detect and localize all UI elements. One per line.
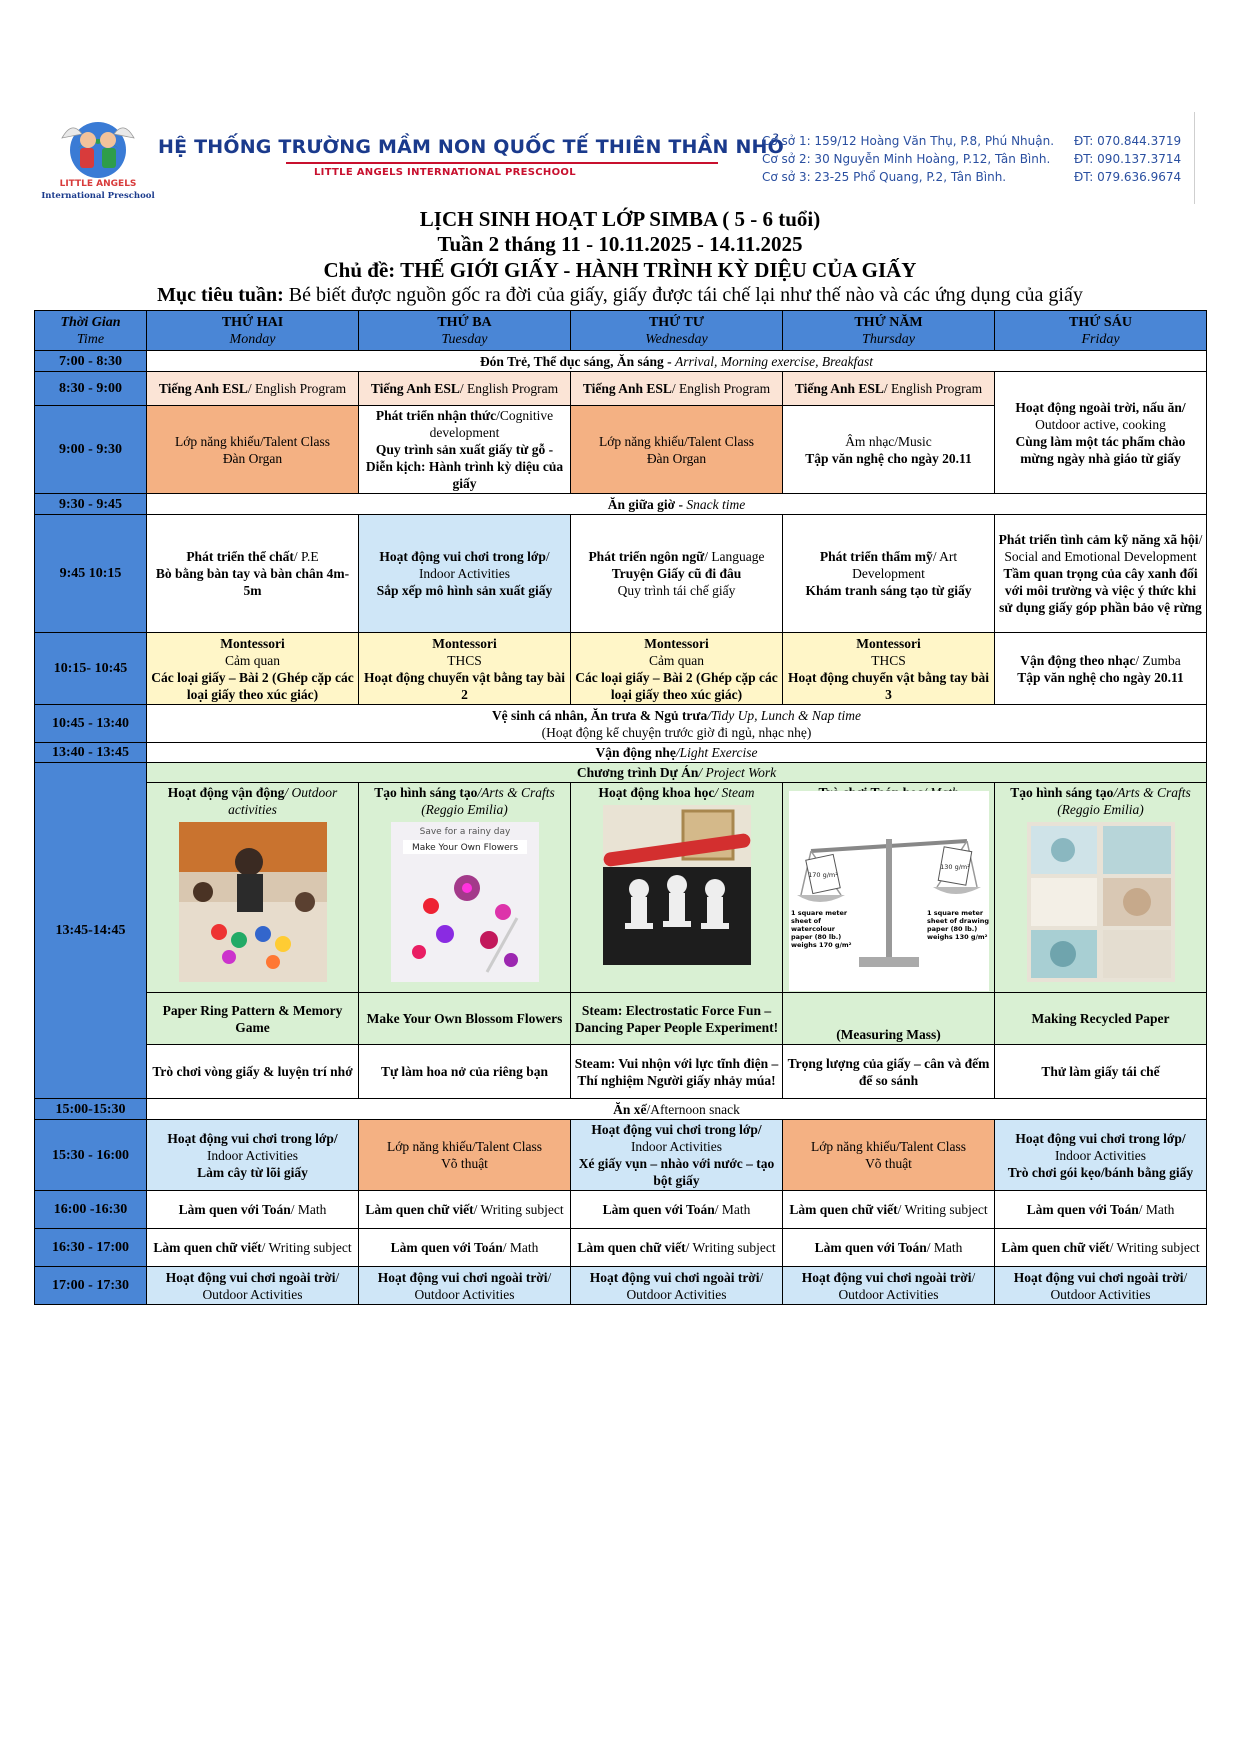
- activity-title: Lớp năng khiếu/Talent Class: [810, 1139, 967, 1154]
- activity-title: Vận động theo nhạc: [1020, 652, 1136, 668]
- program-en: / Project Work: [698, 765, 777, 780]
- activity-title: Làm quen chữ viết: [153, 1240, 262, 1255]
- campus-address: Cơ sở 2: 30 Nguyễn Minh Hoàng, P.12, Tân Bình.: [762, 152, 1051, 166]
- activity-cell: [571, 1120, 783, 1191]
- activity-sub: / Outdoor Activities: [202, 1269, 340, 1302]
- campus-address: Cơ sở 1: 159/12 Hoàng Văn Thụ, P.8, Phú Nhuận.: [762, 134, 1055, 148]
- time-cell: 16:00 -16:30: [35, 1191, 147, 1229]
- time-cell: 13:45-14:45: [35, 763, 147, 1099]
- activity-title: Lớp năng khiếu/Talent Class: [174, 433, 331, 449]
- activity-title: Làm quen với Toán: [390, 1240, 503, 1255]
- table-row: [35, 515, 1207, 633]
- activity-en: Snack time: [686, 496, 746, 512]
- day-name-en: Thursday: [862, 331, 915, 347]
- project-en: Making Recycled Paper: [995, 993, 1207, 1045]
- activity-sub: / Writing subject: [1109, 1240, 1200, 1255]
- project-vi: Trọng lượng của giấy – cân và đếm để so sánh: [783, 1045, 995, 1099]
- campus-row: [762, 168, 1181, 186]
- table-row: [35, 1120, 1207, 1191]
- activity-sub: / Social and Emotional Development: [1004, 532, 1203, 564]
- activity-detail: Khám tranh sáng tạo từ giấy: [805, 583, 972, 598]
- activity-sub: / Writing subject: [473, 1202, 564, 1217]
- activity-sub: Indoor Activities: [418, 566, 511, 581]
- activity-en: /Tidy Up, Lunch & Nap time: [707, 707, 862, 723]
- activity-title: Hoạt động vui chơi ngoài trời: [1013, 1269, 1184, 1285]
- activity-title: Làm quen chữ viết: [789, 1202, 898, 1217]
- activity-detail: Tập văn nghệ cho ngày 20.11: [1017, 669, 1184, 685]
- activity-title: Làm quen với Toán: [1026, 1202, 1139, 1217]
- activity-cell: [571, 1267, 783, 1305]
- time-cell: 17:00 - 17:30: [35, 1267, 147, 1305]
- blossom-flowers-photo: [391, 822, 539, 982]
- activity-cell: [783, 633, 995, 705]
- page-header: [0, 0, 1240, 210]
- activity-detail: Trò chơi gói kẹo/bánh bằng giấy: [1007, 1164, 1194, 1180]
- table-row: [35, 993, 1207, 1045]
- activity-title: Hoạt động vui chơi ngoài trời: [165, 1269, 336, 1285]
- activity-sub: Cảm quan: [224, 652, 281, 668]
- day-name-en: Friday: [1081, 331, 1120, 347]
- day-name: THỨ TƯ: [648, 314, 705, 330]
- activity-cell: [571, 1191, 783, 1229]
- scale-label-right: 130 g/m²: [939, 863, 970, 871]
- activity-title: Hoạt động vui chơi ngoài trời: [589, 1269, 760, 1285]
- project-en: Make Your Own Blossom Flowers: [359, 993, 571, 1045]
- activity-sub: / Outdoor Activities: [838, 1269, 976, 1302]
- activity-sub: Indoor Activities: [630, 1139, 723, 1154]
- campus-row: [762, 132, 1181, 150]
- activity-detail: Quy trình tái chế giấy: [617, 583, 736, 598]
- activity-cell: [359, 1229, 571, 1267]
- activity-cell: [147, 705, 1207, 743]
- time-header-en: Time: [76, 331, 105, 347]
- activity-title: Lớp năng khiếu/Talent Class: [386, 1139, 543, 1154]
- brand-subtitle: LITTLE ANGELS INTERNATIONAL PRESCHOOL: [314, 167, 576, 178]
- goal-label: Mục tiêu tuần:: [157, 284, 284, 306]
- table-header-row: [35, 311, 1207, 351]
- activity-sub: Võ thuật: [865, 1156, 912, 1171]
- project-cell-friday: [995, 783, 1207, 993]
- activity-sub: / Writing subject: [685, 1240, 776, 1255]
- svg-text:LITTLE ANGELS: LITTLE ANGELS: [59, 179, 137, 189]
- activity-sub: / Outdoor Activities: [1050, 1269, 1188, 1302]
- activity-title: Tiếng Anh ESL: [794, 381, 884, 396]
- day-header-monday: [147, 311, 359, 351]
- activity-sub: / English Program: [883, 381, 983, 396]
- activity-cell: [147, 515, 359, 633]
- project-cell-monday: [147, 783, 359, 993]
- goal-text: Bé biết được nguồn gốc ra đời của giấy, giấy được tái chế lại như thế nào và các ứng dụng của giấy: [283, 284, 1083, 306]
- brand-block: [158, 136, 785, 178]
- table-row: [35, 372, 1207, 406]
- project-title: Hoạt động khoa học: [598, 785, 715, 800]
- schedule-titles: [0, 206, 1240, 307]
- program-vi: Chương trình Dự Án: [576, 765, 699, 780]
- scale-caption-right: 1 square meter sheet of drawing paper (80 lb.) weighs 130 g/m²: [926, 909, 989, 941]
- activity-title: Làm quen với Toán: [178, 1202, 291, 1217]
- activity-cell: [147, 1191, 359, 1229]
- activity-sub: / Outdoor Activities: [414, 1269, 552, 1302]
- scale-caption-left: 1 square meter sheet of watercolour paper (80 lb.) weighs 170 g/m²: [790, 909, 852, 949]
- project-en: (Measuring Mass): [783, 993, 995, 1045]
- activity-sub: / Math: [1138, 1202, 1175, 1217]
- activity-title: Âm nhạc: [845, 433, 895, 449]
- activity-sub: THCS: [447, 652, 482, 668]
- activity-cell: [995, 1120, 1207, 1191]
- activity-cell: [783, 1191, 995, 1229]
- activity-sub: / Zumba: [1135, 652, 1181, 668]
- activity-cell: [571, 406, 783, 494]
- activity-title: Làm quen với Toán: [602, 1202, 715, 1217]
- scale-label-left: 170 g/m²: [807, 871, 838, 879]
- activity-cell: [147, 633, 359, 705]
- activity-title: Tiếng Anh ESL: [370, 381, 460, 396]
- activity-detail: Bò bằng bàn tay và bàn chân 4m-5m: [155, 566, 350, 598]
- header-divider: [1194, 112, 1195, 204]
- activity-cell: [359, 633, 571, 705]
- day-name: THỨ HAI: [221, 314, 284, 330]
- activity-sub: / Math: [714, 1202, 751, 1217]
- day-header-thursday: [783, 311, 995, 351]
- day-header-tuesday: [359, 311, 571, 351]
- activity-title: Hoạt động vui chơi ngoài trời: [377, 1269, 548, 1285]
- activity-title: Làm quen chữ viết: [577, 1240, 686, 1255]
- activity-title: Montessori: [856, 635, 921, 651]
- project-vi: Trò chơi vòng giấy & luyện trí nhớ: [147, 1045, 359, 1099]
- activity-cell: [783, 515, 995, 633]
- activity-cell: [995, 372, 1207, 494]
- activity-cell: [783, 1120, 995, 1191]
- day-header-wednesday: [571, 311, 783, 351]
- day-header-friday: [995, 311, 1207, 351]
- activity-sub: / Math: [502, 1240, 539, 1255]
- activity-cell: [147, 1120, 359, 1191]
- project-subtitle: /Arts & Crafts (Reggio Emilia): [1057, 785, 1191, 817]
- time-cell: 15:00-15:30: [35, 1099, 147, 1120]
- activity-cell: [147, 351, 1207, 372]
- activity-cell: [571, 372, 783, 406]
- project-vi: Tự làm hoa nở của riêng bạn: [359, 1045, 571, 1099]
- activity-detail: Truyện Giấy cũ đi đâu: [611, 566, 742, 581]
- activity-cell: [571, 633, 783, 705]
- time-cell: 15:30 - 16:00: [35, 1120, 147, 1191]
- activity-cell: [147, 406, 359, 494]
- campus-address: Cơ sở 3: 23-25 Phổ Quang, P.2, Tân Bình.: [762, 170, 1007, 184]
- activity-sub: Outdoor active, cooking: [1035, 416, 1166, 432]
- activity-cell: [995, 1229, 1207, 1267]
- activity-sub: THCS: [871, 652, 906, 668]
- day-name-en: Wednesday: [645, 331, 708, 347]
- project-vi: Steam: Vui nhộn với lực tĩnh điện – Thí nghiệm Người giấy nhảy múa!: [571, 1045, 783, 1099]
- activity-cell: [995, 633, 1207, 705]
- activity-title: Tiếng Anh ESL: [158, 381, 248, 396]
- activity-title: Hoạt động ngoài trời, nấu ăn/: [1015, 399, 1186, 415]
- activity-detail: Hoạt động chuyển vật bằng tay bài 3: [787, 669, 990, 702]
- activity-en: Arrival, Morning exercise, Breakfast: [674, 353, 874, 369]
- activity-detail: Quy trình sản xuất giấy từ gỗ - Diễn kịch: Hành trình kỳ diệu của giấy: [365, 442, 564, 491]
- kids-playing-photo: [179, 822, 327, 982]
- time-cell: 8:30 - 9:00: [35, 372, 147, 406]
- activity-cell: [571, 1229, 783, 1267]
- project-cell-thursday: [783, 783, 995, 993]
- activity-cell: [147, 1267, 359, 1305]
- activity-cell: [783, 1267, 995, 1305]
- activity-title: Lớp năng khiếu/Talent Class: [598, 433, 755, 449]
- activity-sub: / English Program: [459, 381, 559, 396]
- activity-title: Phát triển thẩm mỹ: [819, 549, 933, 564]
- activity-title: Làm quen với Toán: [814, 1240, 927, 1255]
- table-row: [35, 1045, 1207, 1099]
- activity-cell: [995, 1267, 1207, 1305]
- weekly-goal: [0, 283, 1240, 307]
- table-row: [35, 351, 1207, 372]
- activity-detail: Cùng làm một tác phẩm chào mừng ngày nhà giáo từ giấy: [1015, 433, 1186, 466]
- activity-title: Hoạt động vui chơi trong lớp/: [1015, 1130, 1186, 1146]
- activity-cell: [147, 1099, 1207, 1120]
- activity-cell: [359, 1191, 571, 1229]
- activity-sub: Indoor Activities: [1054, 1147, 1147, 1163]
- day-name: THỨ BA: [437, 314, 492, 330]
- activity-sub: / P.E: [293, 549, 319, 564]
- day-name-en: Monday: [229, 331, 276, 347]
- table-row: [35, 705, 1207, 743]
- activity-title: Phát triển tình cảm kỹ năng xã hội: [998, 532, 1199, 547]
- activity-sub: Đàn Organ: [222, 450, 283, 466]
- week-line: Tuần 2 tháng 11 - 10.11.2025 - 14.11.2025: [437, 232, 803, 256]
- table-row: [35, 1229, 1207, 1267]
- campus-phone: ĐT: 090.137.3714: [1074, 152, 1182, 166]
- table-row: [35, 743, 1207, 763]
- activity-cell: [571, 515, 783, 633]
- activity-title: Hoạt động vui chơi trong lớp/: [167, 1130, 338, 1146]
- activity-cell: [147, 1229, 359, 1267]
- time-cell: 10:45 - 13:40: [35, 705, 147, 743]
- activity-cell: [783, 1229, 995, 1267]
- time-header: [35, 311, 147, 351]
- activity-cell: [147, 494, 1207, 515]
- table-row: [35, 1191, 1207, 1229]
- recycled-paper-photo: [1027, 822, 1175, 982]
- activity-sub: /Cognitive development: [429, 408, 554, 440]
- activity-cell: [359, 406, 571, 494]
- photo-caption: Make Your Own Flowers: [411, 843, 518, 853]
- activity-detail: Xé giấy vụn – nhào với nước – tạo bột giấy: [578, 1156, 775, 1188]
- project-subtitle: / Steam: [714, 785, 755, 800]
- activity-cell: [995, 515, 1207, 633]
- time-cell: 16:30 - 17:00: [35, 1229, 147, 1267]
- dancing-paper-people-photo: [603, 805, 751, 965]
- activity-cell: [783, 372, 995, 406]
- table-row: [35, 763, 1207, 783]
- activity-sub: / Writing subject: [261, 1240, 352, 1255]
- schedule-title: LỊCH SINH HOẠT LỚP SIMBA ( 5 - 6 tuổi): [419, 207, 821, 231]
- school-logo: [41, 110, 155, 202]
- activity-sub: / English Program: [247, 381, 347, 396]
- table-row: [35, 1099, 1207, 1120]
- activity-sub: / English Program: [671, 381, 771, 396]
- activity-title: Làm quen chữ viết: [365, 1202, 474, 1217]
- time-cell: 10:15- 10:45: [35, 633, 147, 705]
- project-title: Hoạt động vận động: [167, 785, 285, 800]
- project-subtitle: /Arts & Crafts (Reggio Emilia): [421, 785, 555, 817]
- day-name-en: Tuesday: [441, 331, 488, 347]
- activity-detail: Tầm quan trọng của cây xanh đối với môi trường và việc ý thức khi sử dụng giấy góp phần bảo vệ rừng: [999, 566, 1202, 615]
- campus-phone: ĐT: 079.636.9674: [1074, 170, 1182, 184]
- activity-sub: Cảm quan: [648, 652, 705, 668]
- schedule-table: [34, 310, 1207, 1305]
- project-subtitle: / Outdoor activities: [228, 785, 338, 817]
- activity-title: Montessori: [644, 635, 709, 651]
- balance-scale-diagram: [789, 791, 989, 991]
- time-header-vi: Thời Gian: [60, 314, 121, 330]
- activity-cell: [995, 1191, 1207, 1229]
- brand-title: HỆ THỐNG TRƯỜNG MẦM NON QUỐC TẾ THIÊN THẦN NHỎ: [158, 136, 785, 158]
- activity-sub: / Math: [926, 1240, 963, 1255]
- campus-list: [762, 132, 1181, 186]
- activity-sub: Đàn Organ: [646, 450, 707, 466]
- project-cell-tuesday: [359, 783, 571, 993]
- time-cell: 9:45 10:15: [35, 515, 147, 633]
- activity-title: Phát triển nhận thức: [375, 408, 497, 423]
- activity-cell: [359, 515, 571, 633]
- activity-sub: /: [545, 549, 550, 564]
- activity-detail: Sắp xếp mô hình sản xuất giấy: [376, 583, 553, 598]
- activity-sub: / Math: [290, 1202, 327, 1217]
- campus-row: [762, 150, 1181, 168]
- activity-detail: Các loại giấy – Bài 2 (Ghép cặp các loại giấy theo xúc giác): [575, 669, 778, 702]
- activity-vi: Đón Trẻ, Thể dục sáng, Ăn sáng -: [479, 353, 675, 369]
- activity-title: Montessori: [220, 635, 285, 651]
- activity-detail: Tập văn nghệ cho ngày 20.11: [805, 450, 972, 466]
- activity-detail: Hoạt động chuyển vật bằng tay bài 2: [363, 669, 566, 702]
- project-vi: Thử làm giấy tái chế: [995, 1045, 1207, 1099]
- activity-vi: Vận động nhẹ: [595, 745, 676, 760]
- time-cell: 9:00 - 9:30: [35, 406, 147, 494]
- activity-cell: [147, 372, 359, 406]
- activity-sub: / Art Development: [852, 549, 958, 581]
- activity-title: Montessori: [432, 635, 497, 651]
- time-cell: 13:40 - 13:45: [35, 743, 147, 763]
- activity-sub: / Outdoor Activities: [626, 1269, 764, 1302]
- project-cell-wednesday: [571, 783, 783, 993]
- activity-title: Hoạt động vui chơi trong lớp: [379, 549, 546, 564]
- activity-vi: Ăn xế: [613, 1101, 647, 1117]
- activity-title: Hoạt động vui chơi ngoài trời: [801, 1269, 972, 1285]
- activity-sub: (Hoạt động kể chuyện trước giờ đi ngủ, nhạc nhẹ): [541, 724, 812, 740]
- activity-vi: Ăn giữa giờ -: [607, 496, 687, 512]
- activity-title: Phát triển thể chất: [186, 549, 294, 564]
- project-title: Tạo hình sáng tạo: [374, 785, 478, 800]
- activity-sub: / Language: [704, 549, 765, 564]
- table-row: [35, 633, 1207, 705]
- time-cell: 7:00 - 8:30: [35, 351, 147, 372]
- activity-vi: Vệ sinh cá nhân, Ăn trưa & Ngủ trưa: [491, 707, 708, 723]
- project-en: Steam: Electrostatic Force Fun – Dancing Paper People Experiment!: [571, 993, 783, 1045]
- project-title: Tạo hình sáng tạo: [1010, 785, 1114, 800]
- activity-cell: [147, 743, 1207, 763]
- activity-title: Làm quen chữ viết: [1001, 1240, 1110, 1255]
- activity-detail: Các loại giấy – Bài 2 (Ghép cặp các loại giấy theo xúc giác): [151, 669, 354, 702]
- activity-sub: Indoor Activities: [206, 1147, 299, 1163]
- activity-cell: [783, 406, 995, 494]
- time-cell: 9:30 - 9:45: [35, 494, 147, 515]
- svg-text:International Preschool: International Preschool: [41, 191, 155, 201]
- activity-sub: Võ thuật: [441, 1156, 488, 1171]
- day-name: THỨ NĂM: [854, 314, 923, 330]
- activity-detail: Làm cây từ lõi giấy: [197, 1164, 308, 1180]
- table-row: [35, 1267, 1207, 1305]
- campus-phone: ĐT: 070.844.3719: [1074, 134, 1182, 148]
- activity-sub: /Music: [894, 433, 932, 449]
- day-name: THỨ SÁU: [1069, 314, 1132, 330]
- project-header: [147, 763, 1207, 783]
- activity-en: /Afternoon snack: [646, 1101, 740, 1117]
- table-row: [35, 494, 1207, 515]
- activity-title: Phát triển ngôn ngữ: [588, 549, 705, 564]
- activity-cell: [359, 1120, 571, 1191]
- activity-cell: [359, 372, 571, 406]
- activity-sub: / Writing subject: [897, 1202, 988, 1217]
- activity-title: Tiếng Anh ESL: [582, 381, 672, 396]
- activity-en: /Light Exercise: [675, 745, 758, 760]
- brand-divider: [286, 162, 718, 164]
- activity-title: Hoạt động vui chơi trong lớp/: [591, 1122, 762, 1137]
- theme-line: Chủ đề: THẾ GIỚI GIẤY - HÀNH TRÌNH KỲ DIỆU CỦA GIẤY: [323, 258, 917, 282]
- project-en: Paper Ring Pattern & Memory Game: [147, 993, 359, 1045]
- photo-caption: Save for a rainy day: [419, 827, 510, 837]
- table-row: [35, 783, 1207, 993]
- activity-cell: [359, 1267, 571, 1305]
